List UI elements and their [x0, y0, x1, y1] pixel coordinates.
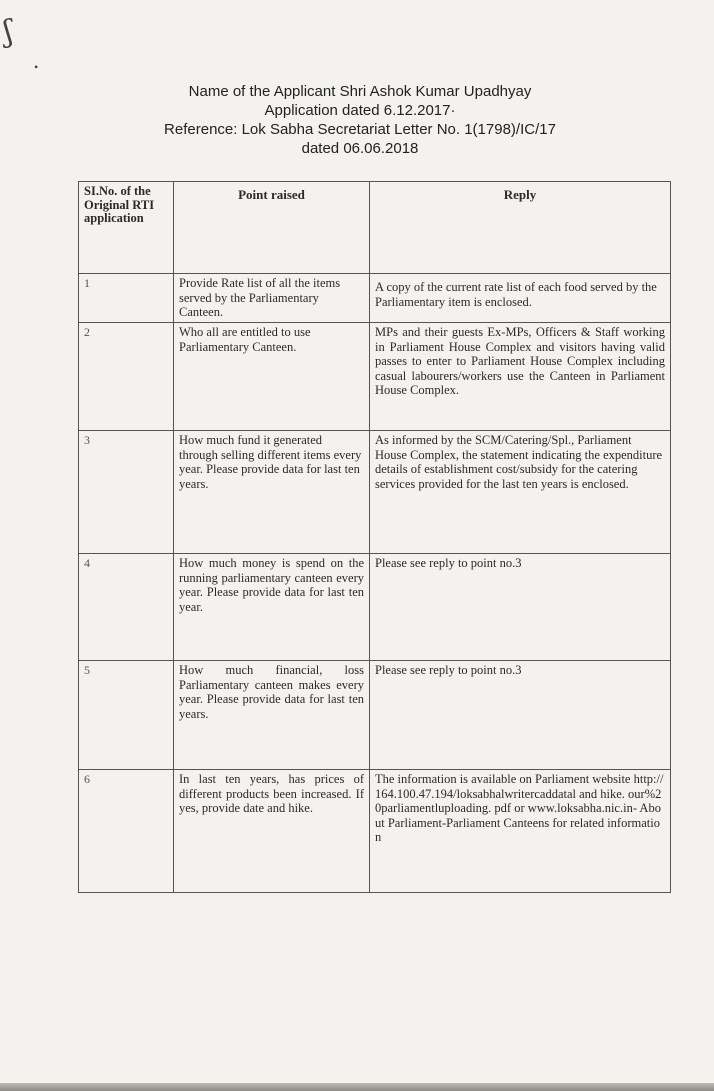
rti-reply-table [78, 181, 671, 893]
row-reply: A copy of the current rate list of each food served by the Parliamentary item is enclosed. [370, 274, 671, 323]
row-reply: As informed by the SCM/Catering/Spl., Parliament House Complex, the statement indicating the expenditure details of establishment cost/subsidy for the catering services provided for the last ten years is enclosed. [370, 431, 671, 554]
table-row [79, 770, 671, 893]
row-sl: 1 [79, 274, 174, 323]
header-sl-no: SI.No. of the Original RTI application [79, 182, 174, 274]
row-sl: 3 [79, 431, 174, 554]
row-sl: 4 [79, 554, 174, 661]
table-header-row [79, 182, 671, 274]
table-row [79, 554, 671, 661]
row-point: Who all are entitled to use Parliamentary Canteen. [174, 323, 370, 431]
row-sl: 2 [79, 323, 174, 431]
table-row [79, 431, 671, 554]
row-point: How much financial, loss Parliamentary canteen makes every year. Please provide data for last ten years. [174, 661, 370, 770]
ink-speck: • [34, 60, 39, 74]
header-reply: Reply [370, 182, 671, 274]
header-point-raised: Point raised [174, 182, 370, 274]
table-row [79, 274, 671, 323]
application-date: Application dated 6.12.2017· [264, 102, 456, 119]
table-row [79, 661, 671, 770]
row-sl: 6 [79, 770, 174, 893]
applicant-name: Name of the Applicant Shri Ashok Kumar Upadhyay [188, 83, 532, 100]
scan-edge [0, 1083, 714, 1091]
handwritten-mark: ʃ [1, 13, 15, 50]
reference-date: dated 06.06.2018 [301, 140, 419, 157]
document-header [110, 82, 610, 158]
row-point: How much money is spend on the running parliamentary canteen every year. Please provide data for last ten year. [174, 554, 370, 661]
row-reply: Please see reply to point no.3 [370, 661, 671, 770]
row-sl: 5 [79, 661, 174, 770]
reference-letter: Reference: Lok Sabha Secretariat Letter No. 1(1798)/IC/17 [164, 121, 556, 138]
row-reply: The information is available on Parliament website http://164.100.47.194/loksabhalwritercaddatal and hike. our%20parliamentluploading. pdf or www.loksabha.nic.in- About Parliament-Parliament Canteens for related information [370, 770, 671, 893]
row-point: How much fund it generated through selling different items every year. Please provide data for last ten years. [174, 431, 370, 554]
row-reply: MPs and their guests Ex-MPs, Officers & Staff working in Parliament House Complex and visitors having valid passes to enter to Parliament House Complex including casual labourers/workers use the Canteen in Parliament House Complex. [370, 323, 671, 431]
row-reply: Please see reply to point no.3 [370, 554, 671, 661]
table-row [79, 323, 671, 431]
row-point: Provide Rate list of all the items served by the Parliamentary Canteen. [174, 274, 370, 323]
row-point: In last ten years, has prices of different products been increased. If yes, provide date and hike. [174, 770, 370, 893]
